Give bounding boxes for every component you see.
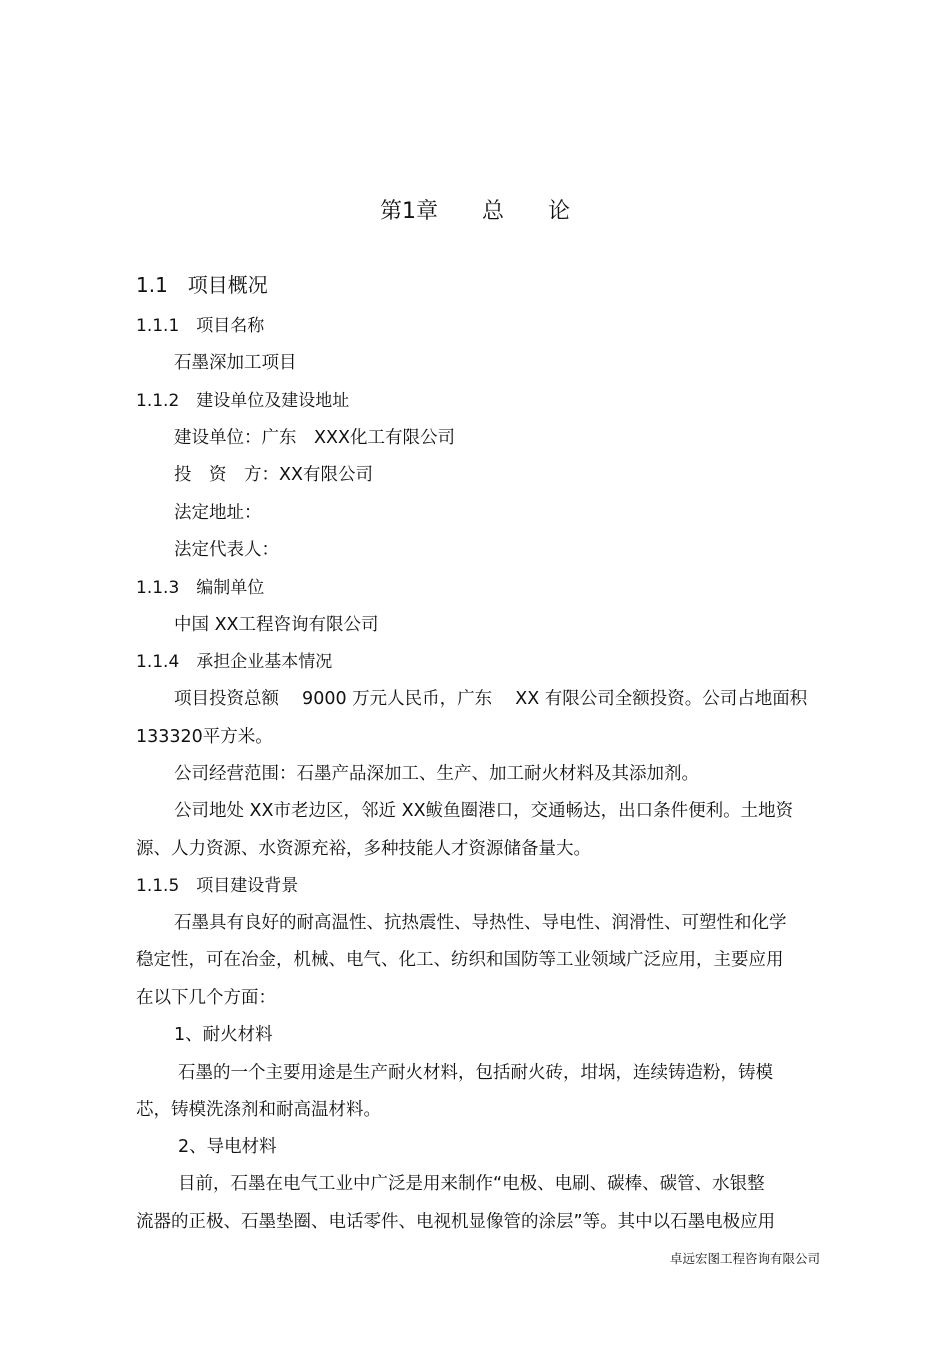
section-1-1-2-heading: 1.1.2 建设单位及建设地址 [136,391,350,411]
investor-line: 投 资 方：XX有限公司 [174,465,373,485]
paragraph-line: 项目投资总额 9000 万元人民币，广东 XX 有限公司全额投资。公司占地面积 [174,689,808,709]
paragraph-line: 石墨具有良好的耐高温性、抗热震性、导热性、导电性、润滑性、可塑性和化学 [174,913,787,933]
paragraph-line: 源、人力资源、水资源充裕，多种技能人才资源储备量大。 [136,839,591,859]
project-name-text: 石墨深加工项目 [174,353,297,373]
paragraph-line: 公司地处 XX市老边区，邻近 XX鲅鱼圈港口，交通畅达，出口条件便利。土地资 [174,801,794,821]
paragraph-line: 稳定性，可在冶金，机械、电气、化工、纺织和国防等工业领域广泛应用，主要应用 [136,950,784,970]
paragraph-line: 在以下几个方面： [136,988,276,1008]
section-1-1-heading: 1.1 项目概况 [136,273,268,297]
chapter-title: 第1章 总 论 [380,199,570,224]
list-item-title: 1、耐火材料 [174,1025,273,1045]
paragraph-line: 目前，石墨在电气工业中广泛是用来制作“电极、电刷、碳棒、碳管、水银整 [178,1174,765,1194]
section-1-1-3-heading: 1.1.3 编制单位 [136,578,265,598]
paragraph-line: 133320平方米。 [136,727,273,747]
paragraph-line: 芯，铸模洗涤剂和耐高温材料。 [136,1100,381,1120]
section-1-1-4-heading: 1.1.4 承担企业基本情况 [136,652,333,672]
paragraph-line: 流器的正极、石墨垫圈、电话零件、电视机显像管的涂层”等。其中以石墨电极应用 [136,1212,776,1232]
construction-unit-line: 建设单位：广东 XXX化工有限公司 [174,428,455,448]
list-item-title: 2、导电材料 [178,1137,277,1157]
legal-address-line: 法定地址： [174,503,262,523]
compiling-unit-text: 中国 XX工程咨询有限公司 [174,615,379,635]
section-1-1-5-heading: 1.1.5 项目建设背景 [136,876,299,896]
legal-representative-line: 法定代表人： [174,540,279,560]
paragraph-line: 石墨的一个主要用途是生产耐火材料，包括耐火砖，坩埚，连续铸造粉，铸模 [178,1063,773,1083]
page-footer: 卓远宏图工程咨询有限公司 [669,1251,820,1266]
paragraph-line: 公司经营范围：石墨产品深加工、生产、加工耐火材料及其添加剂。 [174,764,699,784]
section-1-1-1-heading: 1.1.1 项目名称 [136,316,265,336]
